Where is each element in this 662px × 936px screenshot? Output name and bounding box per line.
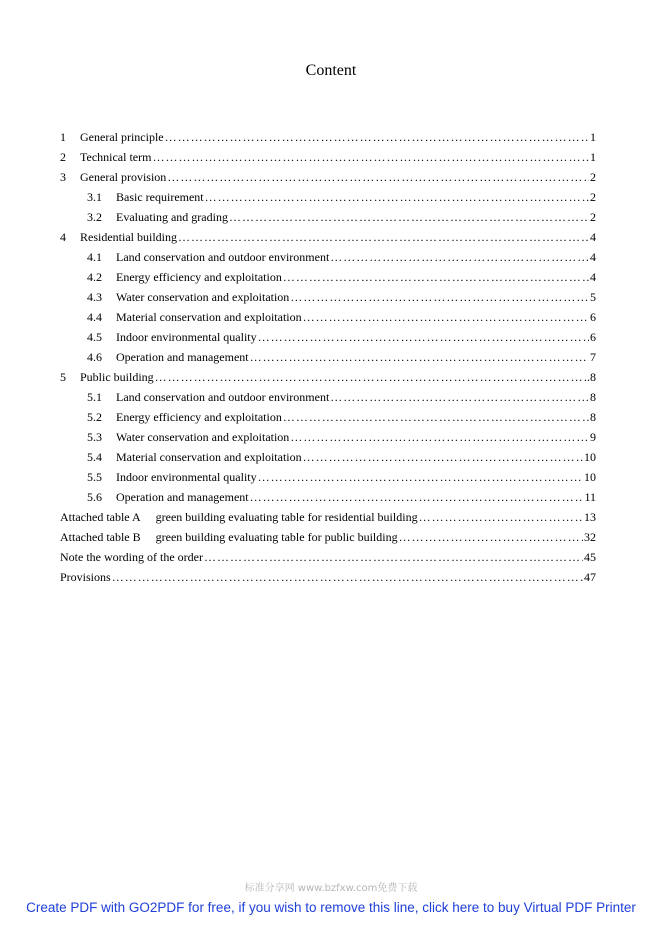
toc-entry-number: 5.4 — [87, 450, 102, 464]
toc-dot-leader — [250, 487, 584, 507]
toc-dot-leader — [330, 247, 589, 267]
toc-entry-title — [87, 407, 282, 427]
toc-page-number: 47 — [584, 570, 596, 584]
toc-entry-label: Indoor environmental quality — [116, 470, 257, 484]
toc-entry[interactable] — [60, 487, 596, 507]
toc-page-number: 1 — [590, 130, 596, 144]
toc-entry-number: 2 — [60, 150, 66, 164]
toc-entry[interactable] — [60, 527, 596, 547]
toc-entry[interactable] — [60, 367, 596, 387]
watermark-text: 标准分享网 www.bzfxw.com免费下载 — [244, 883, 418, 894]
toc-page-number: 5 — [590, 290, 596, 304]
toc-dot-leader — [258, 327, 589, 347]
toc-entry[interactable] — [60, 507, 596, 527]
toc-entry[interactable] — [60, 287, 596, 307]
toc-entry[interactable] — [60, 327, 596, 347]
toc-entry[interactable] — [60, 407, 596, 427]
toc-entry-label: Land conservation and outdoor environment — [116, 250, 330, 264]
toc-entry[interactable] — [60, 467, 596, 487]
toc-entry-label: Energy efficiency and exploitation — [116, 410, 282, 424]
toc-entry-title — [60, 547, 203, 567]
toc-entry[interactable] — [60, 447, 596, 467]
toc-entry-title — [87, 347, 249, 367]
toc-entry-title — [60, 227, 177, 247]
toc-page-number: 6 — [590, 310, 596, 324]
toc-entry-number: 5.5 — [87, 470, 102, 484]
toc-entry-title — [87, 427, 289, 447]
toc-entry-number: 1 — [60, 130, 66, 144]
toc-entry-number: 5.1 — [87, 390, 102, 404]
toc-entry-label: Technical term — [80, 150, 152, 164]
toc-entry[interactable] — [60, 387, 596, 407]
toc-dot-leader — [290, 427, 589, 447]
toc-page-number: 4 — [590, 230, 596, 244]
toc-entry-label: Note the wording of the order — [60, 550, 203, 564]
toc-entry-label: Residential building — [80, 230, 177, 244]
toc-page-number: 6 — [590, 330, 596, 344]
toc-entry[interactable] — [60, 267, 596, 287]
toc-entry-number: 3 — [60, 170, 66, 184]
toc-entry-label: Operation and management — [116, 490, 249, 504]
toc-entry-label: Material conservation and exploitation — [116, 310, 302, 324]
toc-dot-leader — [290, 287, 589, 307]
toc-page-number: 1 — [590, 150, 596, 164]
toc-entry-number: 5.2 — [87, 410, 102, 424]
toc-page-number: 2 — [590, 210, 596, 224]
toc-entry-label: General principle — [80, 130, 164, 144]
toc-entry-label: Energy efficiency and exploitation — [116, 270, 282, 284]
toc-page-number: 4 — [590, 270, 596, 284]
toc-page-number: 10 — [584, 470, 596, 484]
toc-entry-title — [87, 467, 257, 487]
toc-entry[interactable] — [60, 307, 596, 327]
toc-entry-label: Evaluating and grading — [116, 210, 228, 224]
toc-entry-number: 3.1 — [87, 190, 102, 204]
toc-entry-label: Water conservation and exploitation — [116, 430, 290, 444]
toc-dot-leader — [250, 347, 589, 367]
toc-entry[interactable] — [60, 207, 596, 227]
toc-entry-number: 5.6 — [87, 490, 102, 504]
toc-page-number: 32 — [584, 530, 596, 544]
toc-entry-label: Provisions — [60, 570, 111, 584]
toc-entry-title — [87, 287, 289, 307]
toc-entry-number: 5 — [60, 370, 66, 384]
toc-entry-label: Public building — [80, 370, 154, 384]
toc-dot-leader — [178, 227, 589, 247]
toc-entry[interactable] — [60, 567, 596, 587]
toc-entry-title — [87, 307, 302, 327]
toc-entry-title — [87, 387, 329, 407]
toc-page-number: 45 — [584, 550, 596, 564]
toc-dot-leader — [419, 507, 583, 527]
toc-page-number: 8 — [590, 410, 596, 424]
toc-entry-label: General provision — [80, 170, 167, 184]
toc-dot-leader — [152, 147, 589, 167]
toc-dot-leader — [165, 127, 589, 147]
toc-entry-label: Attached table A green building evaluating table for residential building — [60, 510, 418, 524]
toc-entry-number: 5.3 — [87, 430, 102, 444]
toc-entry-label: Operation and management — [116, 350, 249, 364]
toc-entry-number: 4.3 — [87, 290, 102, 304]
toc-entry-title — [87, 247, 329, 267]
toc-entry-number: 4 — [60, 230, 66, 244]
toc-entry-title — [60, 147, 151, 167]
toc-page-number: 9 — [590, 430, 596, 444]
toc-dot-leader — [205, 187, 589, 207]
toc-entry-title — [87, 487, 249, 507]
toc-entry-label: Water conservation and exploitation — [116, 290, 290, 304]
toc-entry[interactable] — [60, 187, 596, 207]
toc-entry-title — [87, 207, 228, 227]
toc-entry-title — [60, 567, 111, 587]
toc-entry-title — [60, 167, 166, 187]
toc-entry[interactable] — [60, 167, 596, 187]
toc-page-number: 11 — [584, 490, 596, 504]
toc-entry-label: Material conservation and exploitation — [116, 450, 302, 464]
toc-entry-label: Attached table B green building evaluating table for public building — [60, 530, 398, 544]
toc-dot-leader — [283, 267, 589, 287]
toc-dot-leader — [112, 567, 583, 587]
toc-entry-title — [60, 367, 154, 387]
toc-entry[interactable] — [60, 547, 596, 567]
toc-entry-number: 4.4 — [87, 310, 102, 324]
table-of-contents — [60, 127, 596, 587]
toc-entry-title — [60, 127, 164, 147]
toc-entry[interactable] — [60, 347, 596, 367]
toc-entry-number: 4.6 — [87, 350, 102, 364]
toc-entry[interactable] — [60, 147, 596, 167]
toc-page-number: 4 — [590, 250, 596, 264]
toc-page-number: 2 — [590, 190, 596, 204]
page-title: Content — [305, 62, 357, 79]
toc-entry-title — [87, 187, 204, 207]
toc-entry-number: 3.2 — [87, 210, 102, 224]
toc-entry-title — [60, 507, 418, 527]
toc-dot-leader — [303, 447, 583, 467]
toc-page-number: 10 — [584, 450, 596, 464]
toc-entry-title — [87, 447, 302, 467]
toc-page-number: 13 — [584, 510, 596, 524]
toc-dot-leader — [167, 167, 589, 187]
toc-page-number: 8 — [590, 390, 596, 404]
toc-entry-title — [87, 327, 257, 347]
toc-page-number: 2 — [590, 170, 596, 184]
toc-entry-label: Indoor environmental quality — [116, 330, 257, 344]
toc-dot-leader — [155, 367, 583, 387]
toc-dot-leader — [204, 547, 583, 567]
toc-dot-leader — [283, 407, 589, 427]
toc-dot-leader — [258, 467, 583, 487]
toc-entry-number: 4.2 — [87, 270, 102, 284]
toc-page-number: 7 — [590, 350, 596, 364]
toc-entry-label: Land conservation and outdoor environment — [116, 390, 330, 404]
toc-dot-leader — [303, 307, 589, 327]
toc-dot-leader — [229, 207, 589, 227]
toc-entry[interactable] — [60, 247, 596, 267]
toc-entry-label: Basic requirement — [116, 190, 204, 204]
toc-dot-leader — [399, 527, 583, 547]
toc-page-number: ..8 — [584, 370, 596, 384]
toc-dot-leader — [330, 387, 589, 407]
toc-entry-title — [87, 267, 282, 287]
toc-entry[interactable] — [60, 127, 596, 147]
toc-entry-number: 4.1 — [87, 250, 102, 264]
toc-entry[interactable] — [60, 427, 596, 447]
go2pdf-footer-link[interactable]: Create PDF with GO2PDF for free, if you wish to remove this line, click here to buy Virtual PDF Printer — [26, 900, 636, 915]
toc-entry[interactable] — [60, 227, 596, 247]
toc-entry-number: 4.5 — [87, 330, 102, 344]
toc-entry-title — [60, 527, 398, 547]
